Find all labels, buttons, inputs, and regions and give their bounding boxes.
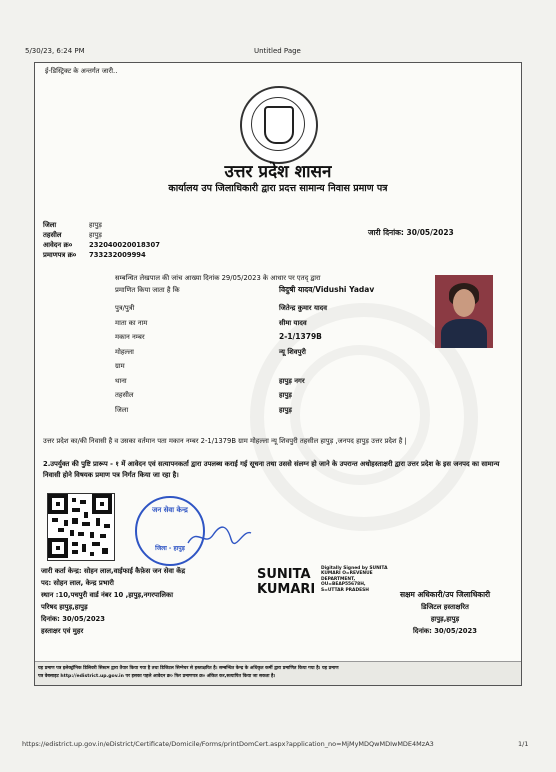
- up-government-emblem: [240, 86, 318, 164]
- domicile-certificate: [34, 62, 522, 686]
- print-url: https://edistrict.up.gov.in/eDistrict/Certificate/Domicile/Forms/printDomCert.aspx?application_no=MjMyMDQwMDIwMDE4MzA3: [22, 740, 434, 748]
- issuer-line: जारी कर्ता केन्द्र: सोहन लाल,वाईफाई कैफ़ेस जन सेवा केंद्र: [41, 567, 186, 575]
- issuer-line: पद: सोहन लाल, केन्द्र प्रभारी: [41, 579, 114, 587]
- issuer-line: स्थान :10,पचपुरी वार्ड नंबर 10 ,हापुड़,नगरपालिका: [41, 591, 173, 599]
- issuer-line: दिनांक: 30/05/2023: [41, 615, 106, 623]
- certificate-subtitle: कार्यालय उप जिलाधिकारी द्वारा प्रदत्त सामान्य निवास प्रमाण पत्र: [168, 183, 388, 194]
- residence-paragraph: उत्तर प्रदेश का/की निवासी है व उसका वर्तमान पता मकान नम्बर 2-1/1379B ग्राम मोहल्ला न्यू शिवपुरी तहसील हापुड़ ,जनपद हापुड़ उत्तर प्रदेश है |: [43, 437, 407, 445]
- officer-line: दिनांक: 30/05/2023: [412, 627, 477, 635]
- digital-signer-name: SUNITA KUMARI: [257, 567, 316, 597]
- detail-value: [279, 359, 327, 374]
- details-values: [279, 301, 327, 417]
- detail-label: थाना: [115, 376, 127, 385]
- intro-line-2: प्रमाणित किया जाता है कि: [115, 286, 180, 294]
- detail-value: सीमा यादव: [279, 318, 307, 327]
- issuer-line: परिषद हापुड़,हापुड़: [41, 603, 88, 611]
- applicant-name: विदुषी यादव/Vidushi Yadav: [279, 285, 375, 294]
- issue-date: जारी दिनांक: 30/05/2023: [368, 228, 454, 237]
- meta-block: [43, 212, 160, 259]
- detail-value: न्यू शिवपुरी: [279, 347, 306, 356]
- issuer-signature: [185, 521, 255, 551]
- meta-row: आवेदन क्र० 232040020018307: [43, 241, 160, 249]
- issued-via-text: ई-डिस्ट्रिक्ट के अन्तर्गत जारी..: [45, 67, 118, 75]
- officer-line: सक्षम अधिकारी/उप जिलाधिकारी: [399, 590, 491, 599]
- father-name: जितेन्द्र कुमार यादव: [279, 304, 328, 312]
- issuer-line: हस्ताक्षर एवं मुहर: [41, 627, 84, 635]
- confirmation-paragraph: 2.उपर्युक्त की पुष्टि प्रारूप - १ में आवेदन एवं सत्यापनकर्ता द्वारा उपलब्ध कराई गई सूचना तथा उससे संलग्न हो जाने के उपरान्त अधोहस्ताक्षरी द्वारा उत्तर प्रदेश के इस जनपद का सामान्य निवासी होने विषयक प्रमाण पत्र निर्गत किया जा रहा है।: [43, 460, 500, 479]
- officer-block: [375, 589, 515, 637]
- intro-line-1: सम्बन्धित लेखपाल की जांच आख्या दिनांक 29/05/2023 के आधार पर एतद् द्वारा: [115, 274, 321, 282]
- detail-label: मोहल्ला: [115, 347, 134, 356]
- issuer-block: [41, 565, 185, 637]
- detail-value: हापुड़ नगर: [279, 376, 305, 385]
- detail-label: मकान नम्बर: [115, 333, 145, 341]
- applicant-photo: [435, 275, 493, 348]
- verification-note: यह प्रमाण पत्र इलेक्ट्रॉनिक डिलिवरी सिस्टम द्वारा तैयार किया गया है तथा डिजिटल सिग्नेचर से हस्ताक्षरित है। सम्बन्धित केन्द्र के अधिकृत कर्मी द्वारा प्रमाणित किया गया है। यह प्रमाण पत्र वेबसाइट http://edistrict.up.gov.in पर इसका पहले आवेदन क्र० फिर प्रमाणपत्र क्र० अंकित कर,सत्यापित किया जा सकता है।: [35, 661, 521, 686]
- jan-seva-kendra-stamp: जन सेवा केन्द्र जिला - हापुड़: [135, 496, 205, 566]
- detail-label: जिला: [115, 405, 129, 414]
- detail-value: हापुड़: [279, 405, 292, 414]
- meta-row: प्रमाणपत्र क्र० 733232009994: [43, 251, 146, 259]
- digital-signature-details: Digitally Signed by SUNITA KUMARI O=REVENUE DEPARTMENT, OU=BEAP55678H, S=UTTAR PRADESH: [321, 566, 388, 593]
- detail-label: तहसील: [115, 391, 134, 399]
- detail-value: हापुड़: [279, 391, 292, 399]
- officer-line: हापुड़,हापुड़: [430, 615, 460, 623]
- print-page-number: 1/1: [518, 740, 529, 748]
- print-page-title: Untitled Page: [254, 47, 301, 55]
- print-datetime: 5/30/23, 6:24 PM: [25, 47, 85, 55]
- details-labels: [115, 301, 147, 417]
- detail-label: पुत्र/पुत्री: [115, 304, 135, 312]
- detail-label: माता का नाम: [115, 318, 148, 327]
- meta-row: तहसील हापुड़: [43, 231, 102, 239]
- detail-label: ग्राम: [115, 362, 125, 370]
- officer-line: डिजिटल हस्ताक्षरित: [421, 603, 469, 611]
- meta-row: जिला हापुड़: [43, 221, 102, 229]
- detail-value: 2-1/1379B: [279, 332, 322, 341]
- verification-qr-code: [47, 493, 115, 561]
- certificate-title: उत्तर प्रदेश शासन: [224, 162, 332, 182]
